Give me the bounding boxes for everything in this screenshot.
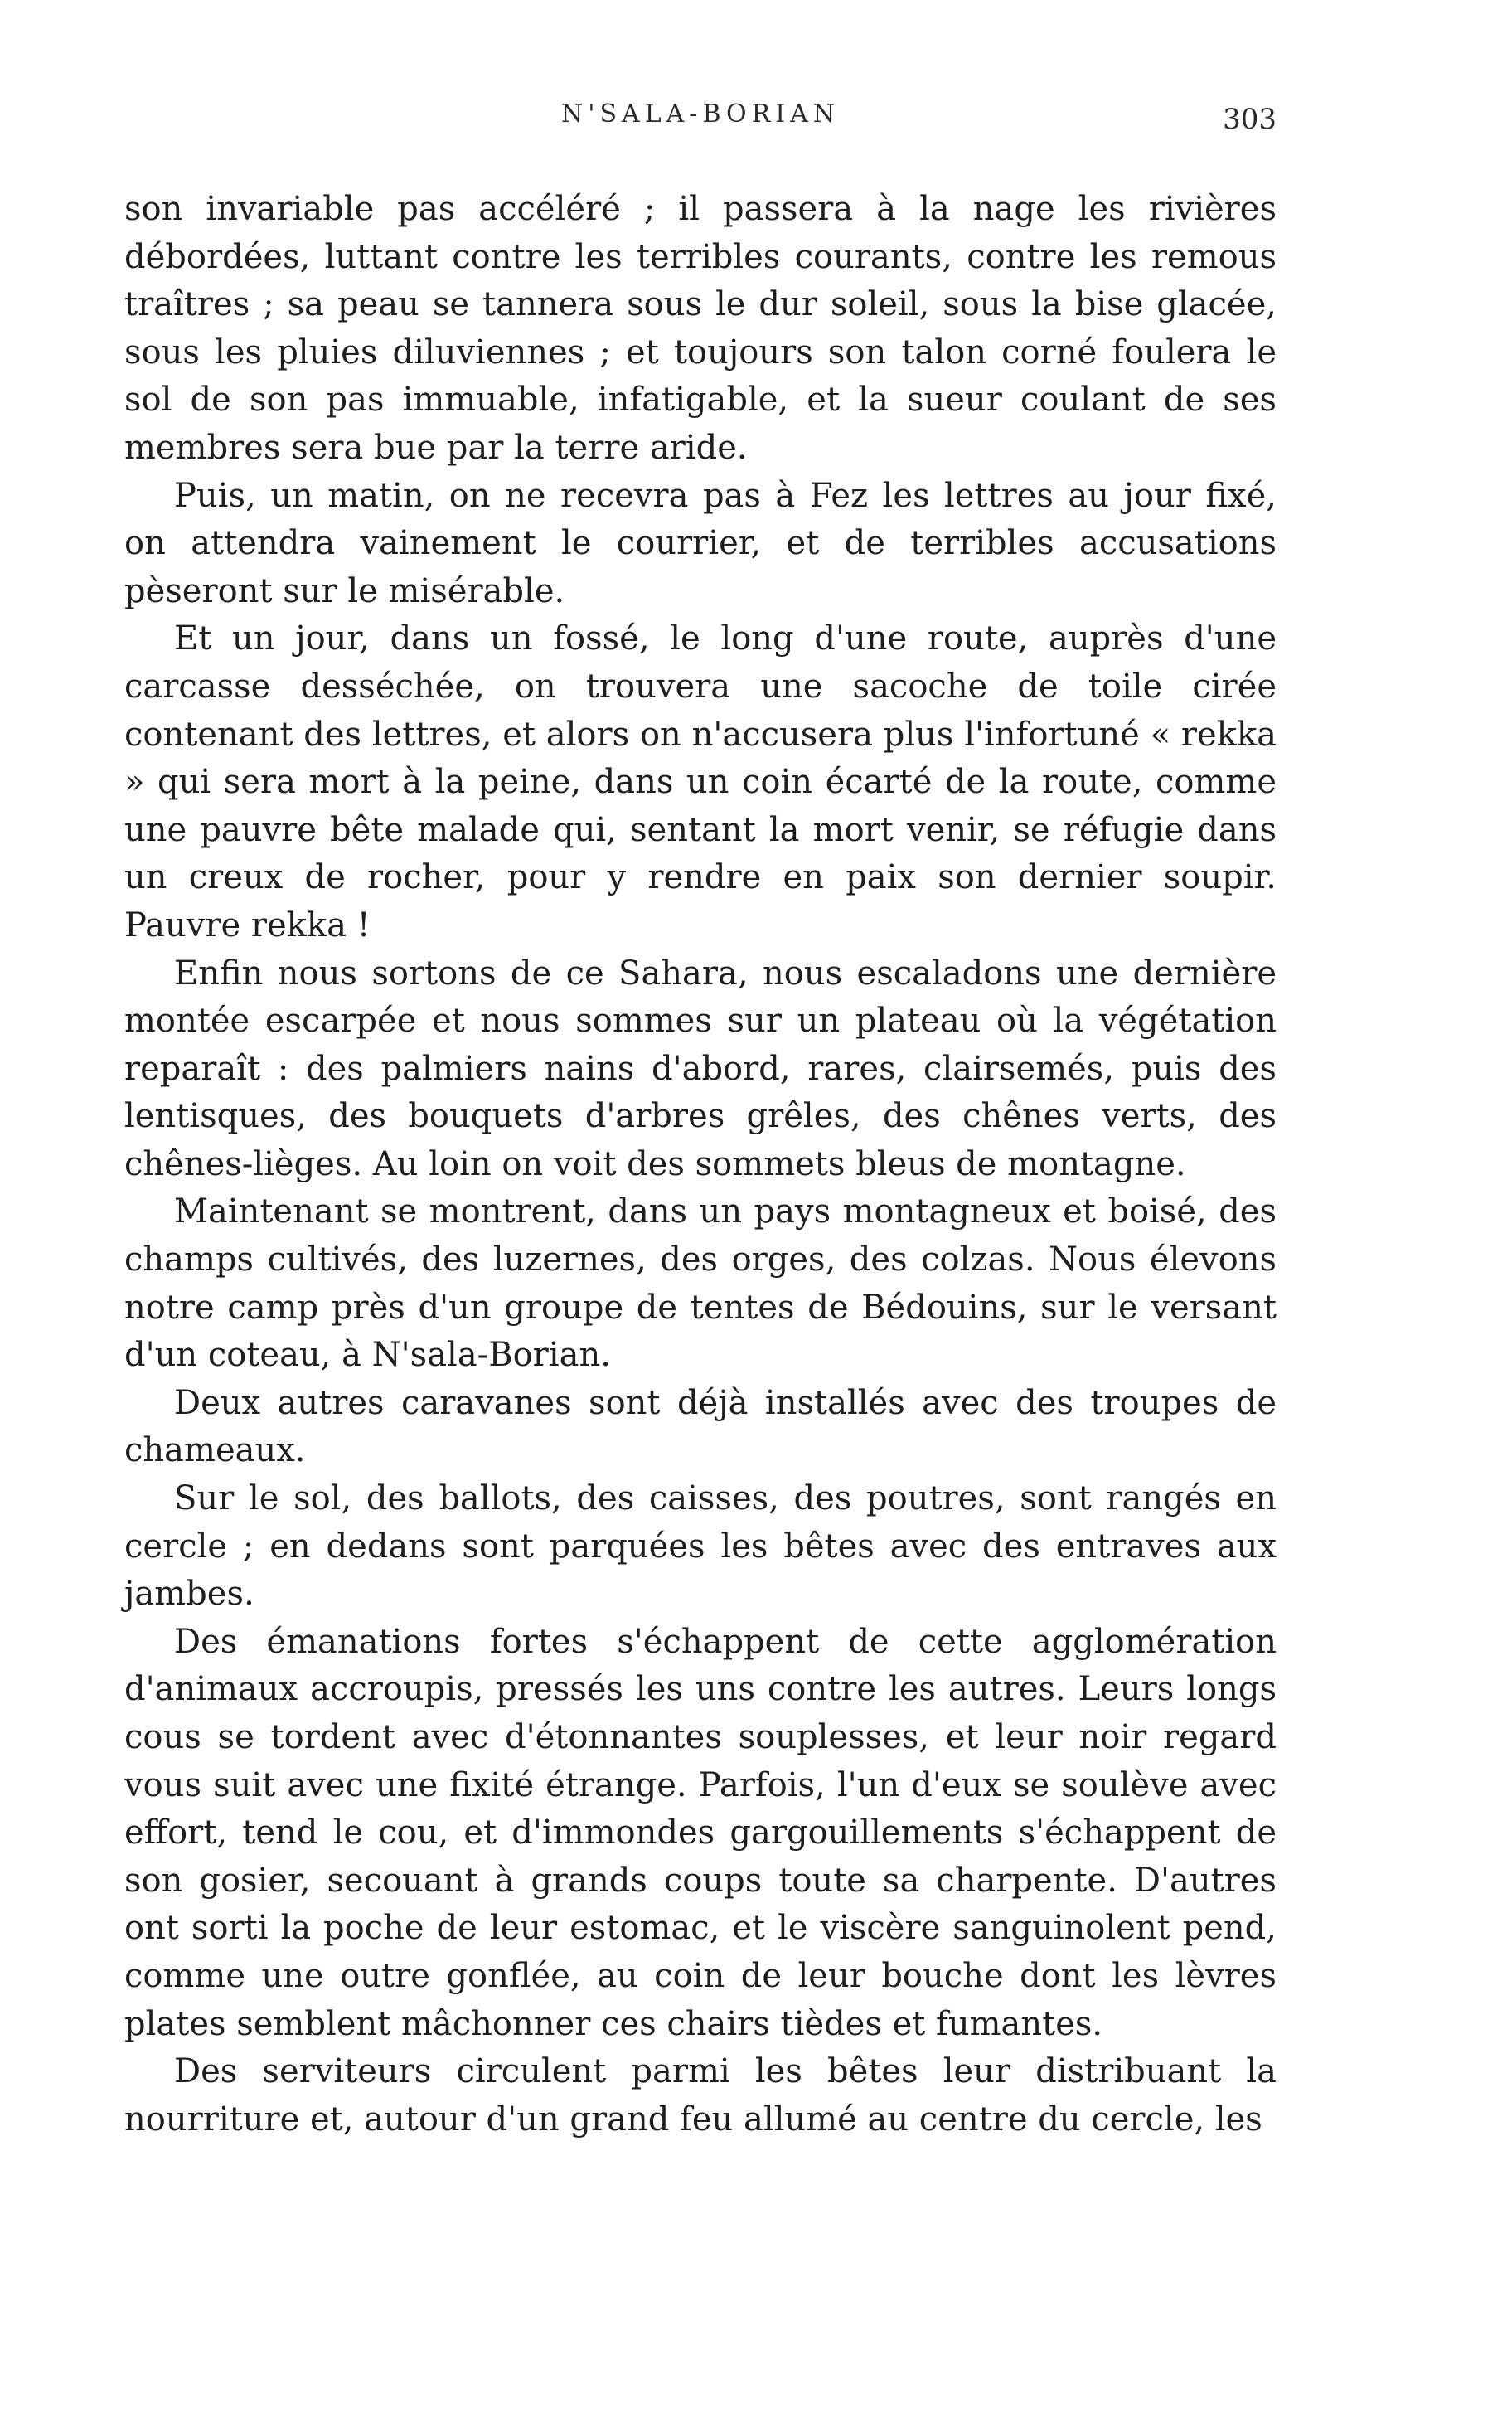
page-number: 303 [1223,103,1277,136]
paragraph-8: Des émanations fortes s'échappent de cette agglomération d'animaux accroupis, pressés les uns contre les autres. Leurs longs cous se tordent avec d'étonnantes souplesses, et leur noir regard vous suit avec une fixité étrange. Parfois, l'un d'eux se soulève avec effort, tend le cou, et d'immondes gargouillements s'échappent de son gosier, secouant à grands coups toute sa charpente. D'autres ont sorti la poche de leur estomac, et le viscère sanguinolent pend, comme une outre gonflée, au coin de leur bouche dont les lèvres plates semblent mâchonner ces chairs tièdes et fumantes. [124,1622,1277,2043]
paragraph-2: Puis, un matin, on ne recevra pas à Fez les lettres au jour fixé, on attendra vainement le courrier, et de terribles accusations pèseront sur le misérable. [124,476,1277,610]
paragraph-3: Et un jour, dans un fossé, le long d'une route, auprès d'une carcasse desséchée, on trouvera une sacoche de toile cirée contenant des lettres, et alors on n'accusera plus l'infortuné « rekka » qui sera mort à la peine, dans un coin écarté de la route, comme une pauvre bête malade qui, sentant la mort venir, se réfugie dans un creux de rocher, pour y rendre en paix son dernier soupir. Pauvre rekka ! [124,619,1277,944]
paragraph-4: Enfin nous sortons de ce Sahara, nous escaladons une dernière montée escarpée et nous sommes sur un plateau où la végétation reparaît : des palmiers nains d'abord, rares, clairsemés, puis des lentisques, des bouquets d'arbres grêles, des chênes verts, des chênes-lièges. Au loin on voit des sommets bleus de montagne. [124,954,1277,1183]
running-head: N'SALA-BORIAN [561,100,840,129]
body-text [124,186,1277,2144]
paragraph-9: Des serviteurs circulent parmi les bêtes leur distribuant la nourriture et, autour d'un grand feu allumé au centre du cercle, les [124,2052,1277,2139]
page-header [124,100,1277,149]
paragraph-7: Sur le sol, des ballots, des caisses, des poutres, sont rangés en cercle ; en dedans sont parquées les bêtes avec des entraves aux jambes. [124,1479,1277,1614]
paragraph-6: Deux autres caravanes sont déjà installés avec des troupes de chameaux. [124,1383,1277,1470]
paragraph-1: son invariable pas accéléré ; il passera à la nage les rivières débordées, luttant contre les terribles courants, contre les remous traîtres ; sa peau se tannera sous le dur soleil, sous la bise glacée, sous les pluies diluviennes ; et toujours son talon corné foulera le sol de son pas immuable, infatigable, et la sueur coulant de ses membres sera bue par la terre aride. [124,190,1277,467]
paragraph-5: Maintenant se montrent, dans un pays montagneux et boisé, des champs cultivés, des luzernes, des orges, des colzas. Nous élevons notre camp près d'un groupe de tentes de Bédouins, sur le versant d'un coteau, à N'sala-Borian. [124,1192,1277,1375]
